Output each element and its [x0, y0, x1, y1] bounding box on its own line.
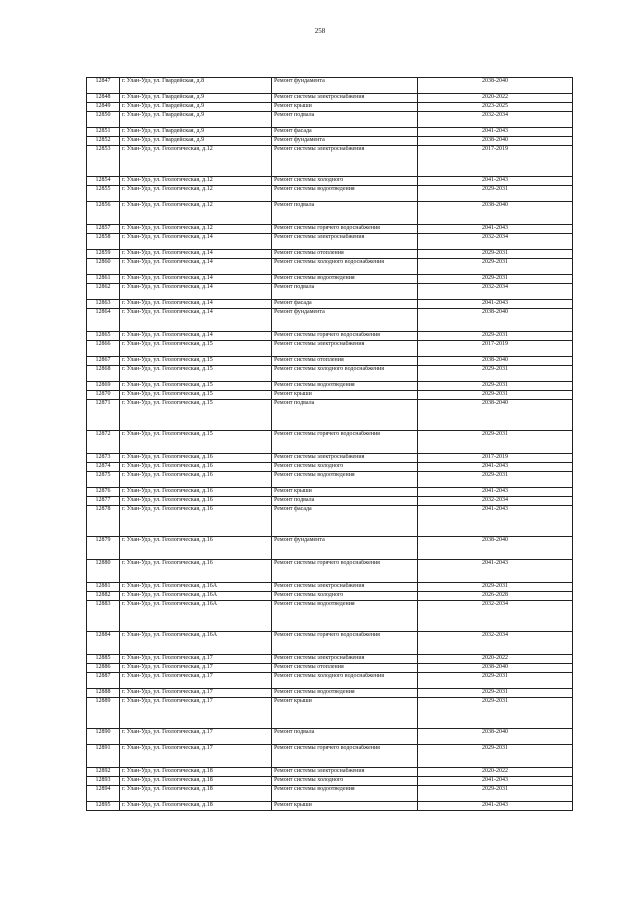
address-cell: г. Улан-Удэ, ул. Геологическая, д.16 [120, 472, 272, 488]
table-row [87, 745, 573, 768]
table-row [87, 259, 573, 275]
work-type-cell: Ремонт подвала [272, 497, 418, 506]
row-number: 12853 [87, 146, 120, 177]
table-row [87, 94, 573, 103]
period-cell: 2038-2040 [418, 537, 573, 560]
address-cell: г. Улан-Удэ, ул. Геологическая, д.14 [120, 259, 272, 275]
row-number: 12895 [87, 802, 120, 811]
address-cell: г. Улан-Удэ, ул. Геологическая, д.12 [120, 225, 272, 234]
table-row [87, 698, 573, 729]
row-number: 12888 [87, 689, 120, 698]
period-cell: 2041-2043 [418, 506, 573, 537]
table-row [87, 146, 573, 177]
period-cell: 2029-2031 [418, 472, 573, 488]
table-row [87, 309, 573, 332]
row-number: 12889 [87, 698, 120, 729]
period-cell: 2041-2043 [418, 300, 573, 309]
address-cell: г. Улан-Удэ, ул. Гвардейская, д.9 [120, 94, 272, 103]
address-cell: г. Улан-Удэ, ул. Геологическая, д.18 [120, 786, 272, 802]
address-cell: г. Улан-Удэ, ул. Гвардейская, д.9 [120, 137, 272, 146]
period-cell: 2038-2040 [418, 78, 573, 94]
period-cell: 2029-2031 [418, 583, 573, 592]
period-cell: 2029-2031 [418, 259, 573, 275]
repair-schedule-table [86, 77, 573, 811]
work-type-cell: Ремонт крыши [272, 488, 418, 497]
work-type-cell: Ремонт системы электроснабжения [272, 94, 418, 103]
work-type-cell: Ремонт фундамента [272, 537, 418, 560]
period-cell: 2029-2031 [418, 431, 573, 454]
address-cell: г. Улан-Удэ, ул. Геологическая, д.15 [120, 366, 272, 382]
address-cell: г. Улан-Удэ, ул. Геологическая, д.18 [120, 802, 272, 811]
address-cell: г. Улан-Удэ, ул. Геологическая, д.14 [120, 250, 272, 259]
row-number: 12859 [87, 250, 120, 259]
row-number: 12855 [87, 186, 120, 202]
work-type-cell: Ремонт системы горячего водоснабжения [272, 632, 418, 655]
work-type-cell: Ремонт системы холодного [272, 463, 418, 472]
table-row [87, 284, 573, 300]
period-cell: 2038-2040 [418, 309, 573, 332]
work-type-cell: Ремонт системы электроснабжения [272, 454, 418, 463]
period-cell: 2029-2031 [418, 366, 573, 382]
address-cell: г. Улан-Удэ, ул. Гвардейская, д.9 [120, 128, 272, 137]
work-type-cell: Ремонт системы горячего водоснабжения [272, 560, 418, 583]
table-row [87, 382, 573, 391]
address-cell: г. Улан-Удэ, ул. Геологическая, д.15 [120, 341, 272, 357]
period-cell: 2029-2031 [418, 332, 573, 341]
work-type-cell: Ремонт крыши [272, 103, 418, 112]
row-number: 12868 [87, 366, 120, 382]
address-cell: г. Улан-Удэ, ул. Геологическая, д.14 [120, 309, 272, 332]
work-type-cell: Ремонт системы водоотведения [272, 786, 418, 802]
work-type-cell: Ремонт системы водоотведения [272, 601, 418, 632]
row-number: 12890 [87, 729, 120, 745]
period-cell: 2026-2028 [418, 592, 573, 601]
work-type-cell: Ремонт подвала [272, 112, 418, 128]
work-type-cell: Ремонт системы холодного водоснабжения [272, 673, 418, 689]
period-cell: 2017-2019 [418, 146, 573, 177]
table-row [87, 78, 573, 94]
work-type-cell: Ремонт системы горячего водоснабжения [272, 431, 418, 454]
row-number: 12880 [87, 560, 120, 583]
work-type-cell: Ремонт системы электроснабжения [272, 146, 418, 177]
table-row [87, 357, 573, 366]
address-cell: г. Улан-Удэ, ул. Геологическая, д.14 [120, 332, 272, 341]
work-type-cell: Ремонт подвала [272, 202, 418, 225]
row-number: 12865 [87, 332, 120, 341]
work-type-cell: Ремонт системы холодного [272, 777, 418, 786]
row-number: 12891 [87, 745, 120, 768]
period-cell: 2041-2043 [418, 560, 573, 583]
address-cell: г. Улан-Удэ, ул. Геологическая, д.12 [120, 146, 272, 177]
address-cell: г. Улан-Удэ, ул. Геологическая, д.16 [120, 454, 272, 463]
table-row [87, 592, 573, 601]
table-row [87, 391, 573, 400]
table-row [87, 689, 573, 698]
work-type-cell: Ремонт системы отопления [272, 357, 418, 366]
period-cell: 2038-2040 [418, 357, 573, 366]
row-number: 12886 [87, 664, 120, 673]
work-type-cell: Ремонт крыши [272, 391, 418, 400]
period-cell: 2038-2040 [418, 729, 573, 745]
work-type-cell: Ремонт системы отопления [272, 250, 418, 259]
address-cell: г. Улан-Удэ, ул. Геологическая, д.16 [120, 463, 272, 472]
row-number: 12873 [87, 454, 120, 463]
address-cell: г. Улан-Удэ, ул. Геологическая, д.15 [120, 357, 272, 366]
address-cell: г. Улан-Удэ, ул. Геологическая, д.16 [120, 560, 272, 583]
table-row [87, 177, 573, 186]
period-cell: 2041-2043 [418, 463, 573, 472]
row-number: 12887 [87, 673, 120, 689]
address-cell: г. Улан-Удэ, ул. Геологическая, д.15 [120, 382, 272, 391]
address-cell: г. Улан-Удэ, ул. Геологическая, д.16А [120, 601, 272, 632]
address-cell: г. Улан-Удэ, ул. Гвардейская, д.9 [120, 112, 272, 128]
address-cell: г. Улан-Удэ, ул. Геологическая, д.16 [120, 497, 272, 506]
table-row [87, 673, 573, 689]
address-cell: г. Улан-Удэ, ул. Геологическая, д.15 [120, 391, 272, 400]
row-number: 12878 [87, 506, 120, 537]
work-type-cell: Ремонт системы холодного водоснабжения [272, 366, 418, 382]
address-cell: г. Улан-Удэ, ул. Геологическая, д.17 [120, 729, 272, 745]
work-type-cell: Ремонт системы электроснабжения [272, 341, 418, 357]
row-number: 12882 [87, 592, 120, 601]
period-cell: 2032-2034 [418, 601, 573, 632]
address-cell: г. Улан-Удэ, ул. Гвардейская, д.9 [120, 103, 272, 112]
table-row [87, 366, 573, 382]
period-cell: 2041-2043 [418, 177, 573, 186]
work-type-cell: Ремонт системы водоотведения [272, 689, 418, 698]
period-cell: 2038-2040 [418, 400, 573, 431]
address-cell: г. Улан-Удэ, ул. Геологическая, д.15 [120, 400, 272, 431]
address-cell: г. Улан-Удэ, ул. Геологическая, д.16 [120, 537, 272, 560]
row-number: 12848 [87, 94, 120, 103]
row-number: 12884 [87, 632, 120, 655]
row-number: 12847 [87, 78, 120, 94]
row-number: 12866 [87, 341, 120, 357]
address-cell: г. Улан-Удэ, ул. Геологическая, д.16А [120, 592, 272, 601]
work-type-cell: Ремонт системы электроснабжения [272, 655, 418, 664]
row-number: 12883 [87, 601, 120, 632]
row-number: 12894 [87, 786, 120, 802]
table-row [87, 463, 573, 472]
table-row [87, 664, 573, 673]
table-row [87, 250, 573, 259]
period-cell: 2029-2031 [418, 673, 573, 689]
address-cell: г. Улан-Удэ, ул. Геологическая, д.12 [120, 177, 272, 186]
period-cell: 2023-2025 [418, 103, 573, 112]
table-row [87, 777, 573, 786]
row-number: 12893 [87, 777, 120, 786]
address-cell: г. Улан-Удэ, ул. Геологическая, д.14 [120, 275, 272, 284]
table-row [87, 537, 573, 560]
row-number: 12857 [87, 225, 120, 234]
row-number: 12881 [87, 583, 120, 592]
period-cell: 2038-2040 [418, 137, 573, 146]
period-cell: 2029-2031 [418, 689, 573, 698]
work-type-cell: Ремонт системы водоотведения [272, 382, 418, 391]
table-row [87, 454, 573, 463]
table-row [87, 655, 573, 664]
table-row [87, 186, 573, 202]
work-type-cell: Ремонт системы холодного [272, 592, 418, 601]
work-type-cell: Ремонт системы водоотведения [272, 186, 418, 202]
period-cell: 2029-2031 [418, 698, 573, 729]
row-number: 12870 [87, 391, 120, 400]
table-row [87, 768, 573, 777]
table-row [87, 103, 573, 112]
row-number: 12856 [87, 202, 120, 225]
row-number: 12875 [87, 472, 120, 488]
row-number: 12854 [87, 177, 120, 186]
work-type-cell: Ремонт системы водоотведения [272, 472, 418, 488]
table-row [87, 234, 573, 250]
address-cell: г. Улан-Удэ, ул. Геологическая, д.16А [120, 583, 272, 592]
table-row [87, 275, 573, 284]
period-cell: 2032-2034 [418, 284, 573, 300]
row-number: 12874 [87, 463, 120, 472]
work-type-cell: Ремонт фасада [272, 300, 418, 309]
table-row [87, 112, 573, 128]
row-number: 12871 [87, 400, 120, 431]
work-type-cell: Ремонт фасада [272, 128, 418, 137]
work-type-cell: Ремонт крыши [272, 698, 418, 729]
table-row [87, 225, 573, 234]
address-cell: г. Улан-Удэ, ул. Геологическая, д.12 [120, 186, 272, 202]
period-cell: 2038-2040 [418, 202, 573, 225]
work-type-cell: Ремонт системы холодного [272, 177, 418, 186]
address-cell: г. Улан-Удэ, ул. Геологическая, д.17 [120, 655, 272, 664]
period-cell: 2017-2019 [418, 341, 573, 357]
page-number: 258 [314, 27, 326, 35]
period-cell: 2029-2031 [418, 745, 573, 768]
address-cell: г. Улан-Удэ, ул. Геологическая, д.17 [120, 673, 272, 689]
table-row [87, 560, 573, 583]
table-row [87, 332, 573, 341]
address-cell: г. Улан-Удэ, ул. Геологическая, д.16 [120, 506, 272, 537]
table-row [87, 472, 573, 488]
period-cell: 2029-2031 [418, 275, 573, 284]
work-type-cell: Ремонт системы горячего водоснабжения [272, 332, 418, 341]
work-type-cell: Ремонт системы электроснабжения [272, 583, 418, 592]
period-cell: 2032-2034 [418, 497, 573, 506]
period-cell: 2029-2031 [418, 391, 573, 400]
row-number: 12858 [87, 234, 120, 250]
work-type-cell: Ремонт системы отопления [272, 664, 418, 673]
period-cell: 2032-2034 [418, 234, 573, 250]
address-cell: г. Улан-Удэ, ул. Гвардейская, д.8 [120, 78, 272, 94]
address-cell: г. Улан-Удэ, ул. Геологическая, д.12 [120, 202, 272, 225]
row-number: 12864 [87, 309, 120, 332]
row-number: 12849 [87, 103, 120, 112]
work-type-cell: Ремонт подвала [272, 284, 418, 300]
address-cell: г. Улан-Удэ, ул. Геологическая, д.18 [120, 777, 272, 786]
work-type-cell: Ремонт фундамента [272, 78, 418, 94]
address-cell: г. Улан-Удэ, ул. Геологическая, д.16 [120, 488, 272, 497]
table-row [87, 802, 573, 811]
work-type-cell: Ремонт фасада [272, 506, 418, 537]
row-number: 12850 [87, 112, 120, 128]
period-cell: 2041-2043 [418, 128, 573, 137]
table-row [87, 488, 573, 497]
period-cell: 2020-2022 [418, 655, 573, 664]
period-cell: 2029-2031 [418, 382, 573, 391]
address-cell: г. Улан-Удэ, ул. Геологическая, д.17 [120, 689, 272, 698]
row-number: 12885 [87, 655, 120, 664]
address-cell: г. Улан-Удэ, ул. Геологическая, д.17 [120, 664, 272, 673]
table-row [87, 300, 573, 309]
period-cell: 2041-2043 [418, 802, 573, 811]
work-type-cell: Ремонт системы горячего водоснабжения [272, 225, 418, 234]
table-row [87, 128, 573, 137]
period-cell: 2029-2031 [418, 250, 573, 259]
work-type-cell: Ремонт фундамента [272, 137, 418, 146]
period-cell: 2032-2034 [418, 632, 573, 655]
period-cell: 2041-2043 [418, 225, 573, 234]
table-row [87, 506, 573, 537]
address-cell: г. Улан-Удэ, ул. Геологическая, д.16А [120, 632, 272, 655]
period-cell: 2020-2022 [418, 768, 573, 777]
address-cell: г. Улан-Удэ, ул. Геологическая, д.17 [120, 745, 272, 768]
row-number: 12879 [87, 537, 120, 560]
period-cell: 2017-2019 [418, 454, 573, 463]
row-number: 12863 [87, 300, 120, 309]
address-cell: г. Улан-Удэ, ул. Геологическая, д.14 [120, 300, 272, 309]
address-cell: г. Улан-Удэ, ул. Геологическая, д.14 [120, 284, 272, 300]
period-cell: 2020-2022 [418, 94, 573, 103]
table-row [87, 341, 573, 357]
table-row [87, 601, 573, 632]
row-number: 12876 [87, 488, 120, 497]
row-number: 12862 [87, 284, 120, 300]
row-number: 12861 [87, 275, 120, 284]
work-type-cell: Ремонт системы электроснабжения [272, 234, 418, 250]
period-cell: 2038-2040 [418, 664, 573, 673]
row-number: 12892 [87, 768, 120, 777]
work-type-cell: Ремонт системы водоотведения [272, 275, 418, 284]
period-cell: 2029-2031 [418, 186, 573, 202]
work-type-cell: Ремонт системы горячего водоснабжения [272, 745, 418, 768]
period-cell: 2041-2043 [418, 777, 573, 786]
table-row [87, 400, 573, 431]
address-cell: г. Улан-Удэ, ул. Геологическая, д.18 [120, 768, 272, 777]
period-cell: 2029-2031 [418, 786, 573, 802]
table-row [87, 137, 573, 146]
table-row [87, 497, 573, 506]
table-row [87, 729, 573, 745]
period-cell: 2032-2034 [418, 112, 573, 128]
work-type-cell: Ремонт крыши [272, 802, 418, 811]
address-cell: г. Улан-Удэ, ул. Геологическая, д.17 [120, 698, 272, 729]
row-number: 12867 [87, 357, 120, 366]
row-number: 12869 [87, 382, 120, 391]
address-cell: г. Улан-Удэ, ул. Геологическая, д.14 [120, 234, 272, 250]
work-type-cell: Ремонт системы электроснабжения [272, 768, 418, 777]
period-cell: 2041-2043 [418, 488, 573, 497]
table-row [87, 632, 573, 655]
row-number: 12877 [87, 497, 120, 506]
work-type-cell: Ремонт подвала [272, 729, 418, 745]
table-row [87, 583, 573, 592]
table-row [87, 202, 573, 225]
row-number: 12852 [87, 137, 120, 146]
work-type-cell: Ремонт фундамента [272, 309, 418, 332]
row-number: 12872 [87, 431, 120, 454]
table-row [87, 786, 573, 802]
address-cell: г. Улан-Удэ, ул. Геологическая, д.15 [120, 431, 272, 454]
table-body [87, 78, 573, 811]
table-row [87, 431, 573, 454]
work-type-cell: Ремонт системы холодного водоснабжения [272, 259, 418, 275]
row-number: 12851 [87, 128, 120, 137]
work-type-cell: Ремонт подвала [272, 400, 418, 431]
row-number: 12860 [87, 259, 120, 275]
